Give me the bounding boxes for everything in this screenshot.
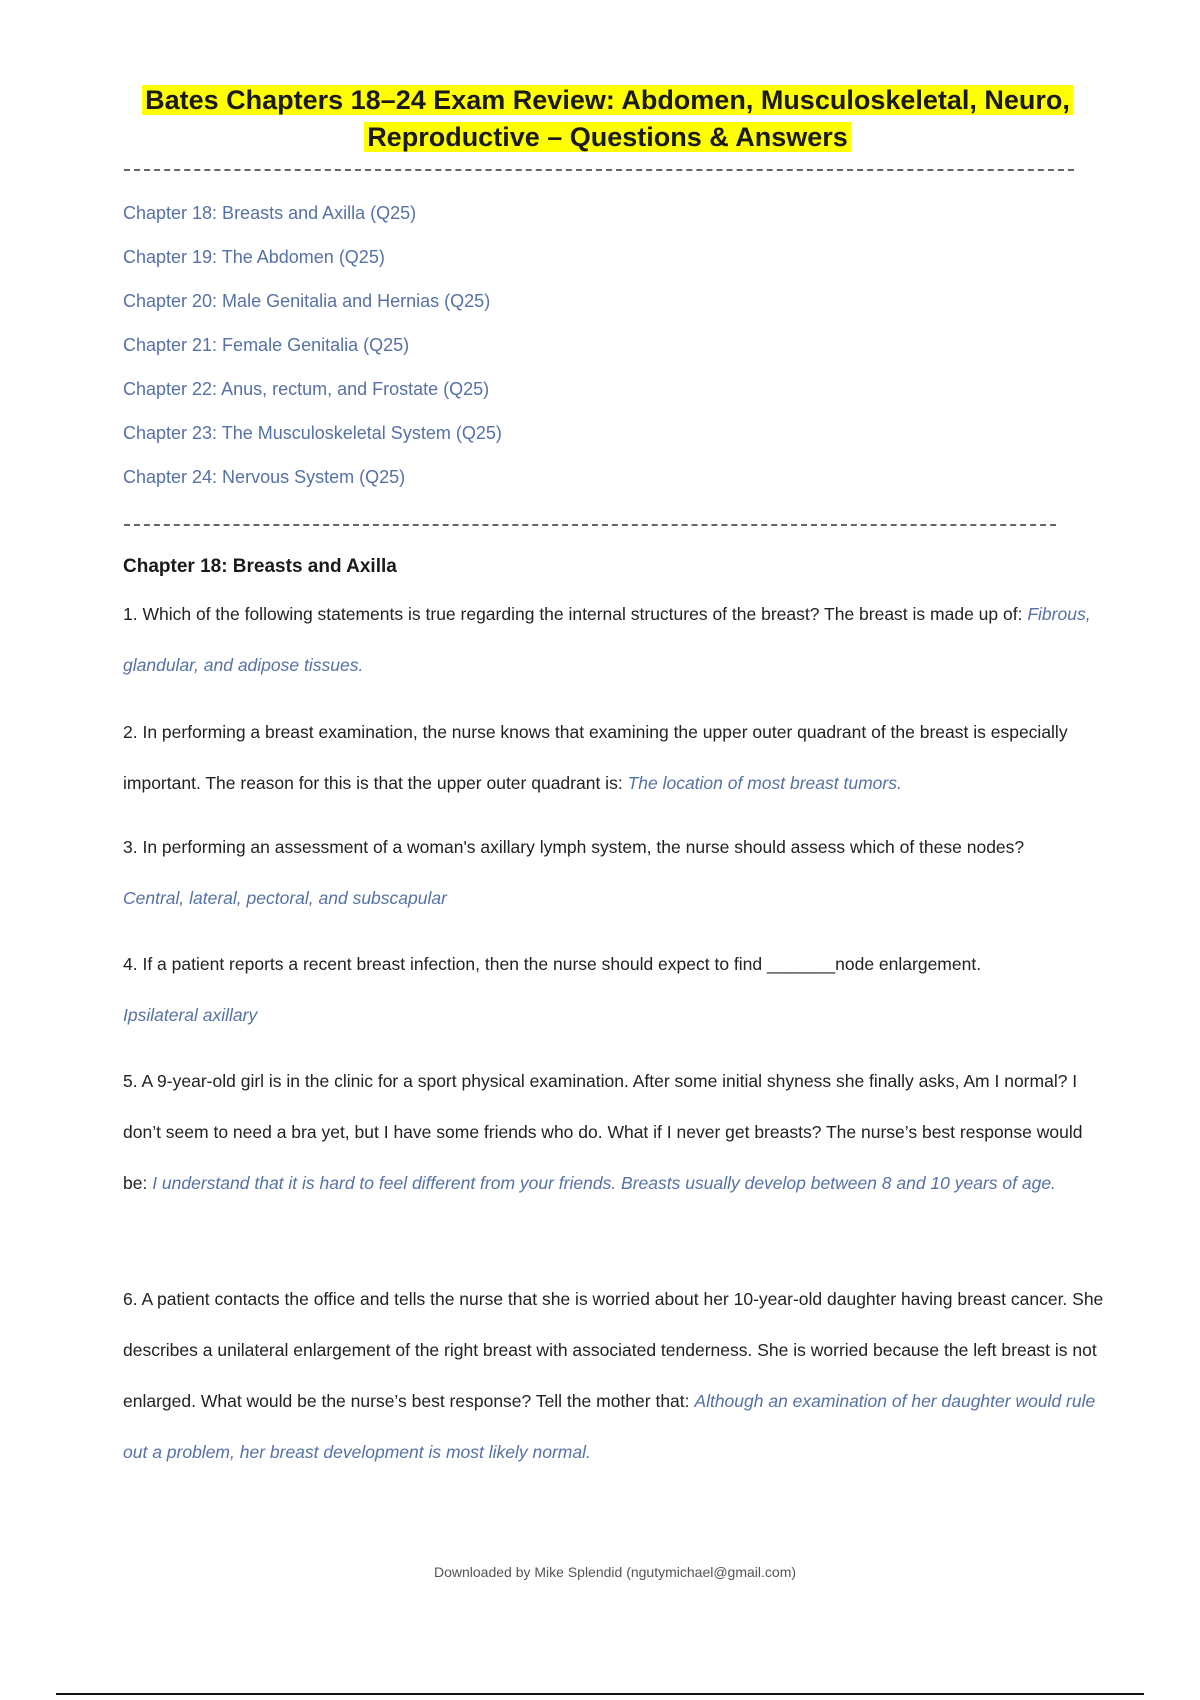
toc-item-chapter-22: Chapter 22: Anus, rectum, and Frostate (Q25) (123, 379, 490, 399)
answer-text: Ipsilateral axillary (123, 1005, 258, 1025)
toc-item-chapter-24: Chapter 24: Nervous System (Q25) (123, 467, 406, 487)
question-1 (123, 589, 1108, 691)
answer-text: The location of most breast tumors. (627, 773, 902, 793)
question-6 (123, 1274, 1108, 1478)
question-text: 5. A 9-year-old girl is in the clinic for a sport physical examination. After some initial shyness she finally asks, Am I normal? I don’t seem to need a bra yet, but I have some friends who do. What if I never get breasts? The nurse’s best response would be: (123, 1071, 1083, 1193)
toc-item-chapter-18: Chapter 18: Breasts and Axilla (Q25) (123, 203, 417, 223)
question-3 (123, 822, 1108, 924)
question-4 (123, 939, 1108, 1041)
question-5 (123, 1056, 1108, 1209)
toc-item-chapter-21: Chapter 21: Female Genitalia (Q25) (123, 335, 410, 355)
answer-text: Although an examination of her daughter would rule out a problem, her breast development is most likely normal. (123, 1391, 1096, 1462)
table-of-contents (123, 200, 823, 508)
question-text: 2. In performing a breast examination, the nurse knows that examining the upper outer quadrant of the breast is especially important. The reason for this is that the upper outer quadrant is: (123, 722, 1068, 793)
answer-text: Central, lateral, pectoral, and subscapular (123, 888, 447, 908)
toc-item-chapter-20: Chapter 20: Male Genitalia and Hernias (Q25) (123, 291, 491, 311)
answer-text: Fibrous, glandular, and adipose tissues. (123, 604, 1091, 675)
download-footer: Downloaded by Mike Splendid (ngutymichael@gmail.com) (433, 1564, 797, 1580)
section-title: Chapter 18: Breasts and Axilla (123, 556, 397, 577)
toc-item-chapter-23: Chapter 23: The Musculoskeletal System (Q25) (123, 423, 502, 443)
question-2 (123, 707, 1108, 809)
divider-middle (124, 524, 1056, 526)
title-line-1: Bates Chapters 18–24 Exam Review: Abdomen, Musculoskeletal, Neuro, (142, 85, 1073, 115)
divider-top (124, 169, 1074, 171)
question-text: 4. If a patient reports a recent breast infection, then the nurse should expect to find _______node enlargement. (123, 954, 982, 974)
toc-item-chapter-19: Chapter 19: The Abdomen (Q25) (123, 247, 385, 267)
question-text: 3. In performing an assessment of a woman's axillary lymph system, the nurse should assess which of these nodes? (123, 837, 1025, 857)
answer-text: I understand that it is hard to feel different from your friends. Breasts usually develop between 8 and 10 years of age. (152, 1173, 1056, 1193)
page-bottom-rule (56, 1693, 1144, 1695)
document-title (120, 82, 1095, 156)
question-text: 6. A patient contacts the office and tells the nurse that she is worried about her 10-year-old daughter having breast cancer. She describes a unilateral enlargement of the right breast with associated tenderness. She is worried because the left breast is not enlarged. What would be the nurse’s best response? Tell the mother that: (123, 1289, 1104, 1411)
question-text: 1. Which of the following statements is true regarding the internal structures of the breast? The breast is made up of: (123, 604, 1023, 624)
title-line-2: Reproductive – Questions & Answers (364, 122, 851, 152)
